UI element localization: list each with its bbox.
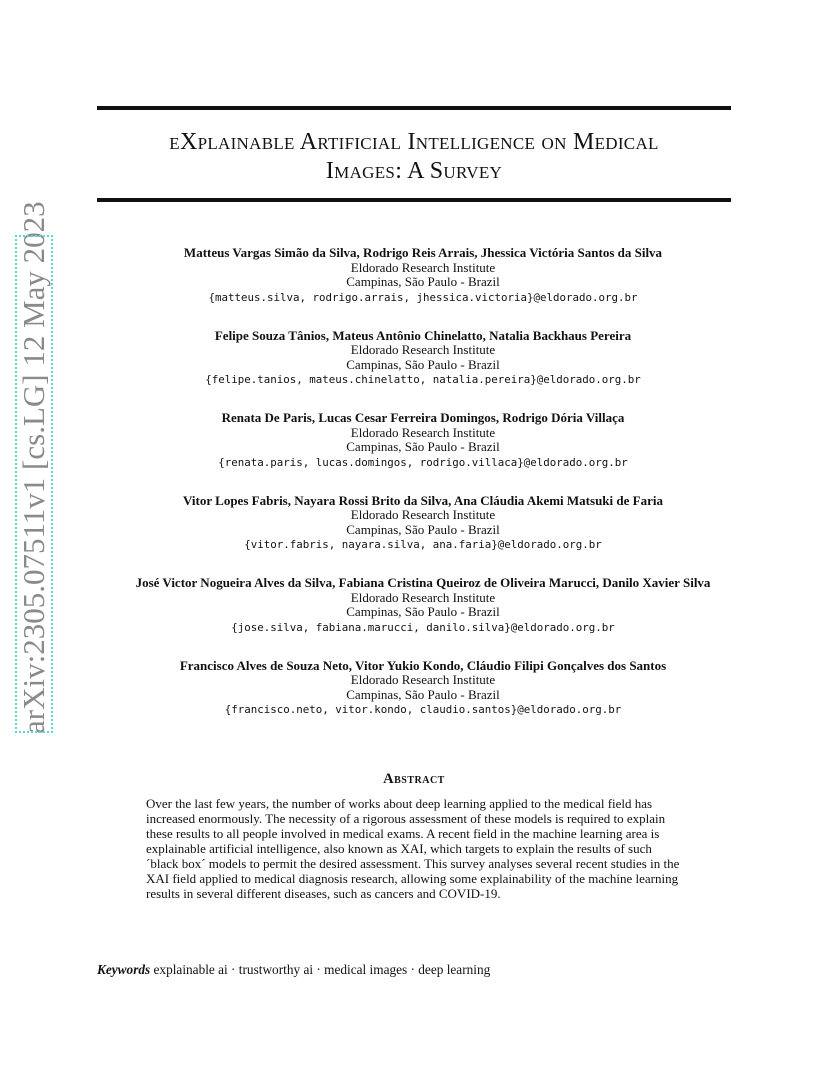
author-group — [60, 494, 786, 553]
author-names: Felipe Souza Tânios, Mateus Antônio Chinelatto, Natalia Backhaus Pereira — [214, 327, 632, 343]
author-emails: {renata.paris, lucas.domingos, rodrigo.villaca}@eldorado.org.br — [218, 455, 628, 469]
author-names: José Victor Nogueira Alves da Silva, Fabiana Cristina Queiroz de Oliveira Marucci, Danilo Xavier Silva — [135, 575, 711, 590]
author-emails: {vitor.fabris, nayara.silva, ana.faria}@eldorado.org.br — [244, 538, 602, 551]
author-location: Campinas, São Paulo - Brazil — [346, 604, 500, 619]
author-institute: Eldorado Research Institute — [350, 507, 496, 522]
author-institute: Eldorado Research Institute — [350, 259, 496, 275]
author-names: Vitor Lopes Fabris, Nayara Rossi Brito da Silva, Ana Cláudia Akemi Matsuki de Faria — [183, 492, 663, 508]
arxiv-stamp[interactable]: arXiv:2305.07511v1 [cs.LG] 12 May 2023 — [14, 234, 54, 734]
author-emails: {jose.silva, fabiana.marucci, danilo.silva}@eldorado.org.br — [231, 620, 615, 634]
keywords-line — [97, 962, 490, 978]
abstract-heading: Abstract — [383, 771, 445, 787]
title-line-1: eXplainable Artificial Intelligence on Medical — [169, 129, 659, 155]
author-emails: {felipe.tanios, mateus.chinelatto, natalia.pereira}@eldorado.org.br — [205, 373, 641, 386]
title-line-2: Images: A Survey — [325, 158, 503, 184]
author-group — [60, 576, 786, 635]
author-institute: Eldorado Research Institute — [350, 342, 496, 357]
author-location: Campinas, São Paulo - Brazil — [346, 439, 500, 454]
author-group — [60, 659, 786, 718]
author-institute: Eldorado Research Institute — [350, 424, 496, 440]
author-location: Campinas, São Paulo - Brazil — [346, 521, 500, 537]
author-location: Campinas, São Paulo - Brazil — [346, 274, 500, 289]
keywords-label: Keywords — [97, 962, 151, 977]
abstract-text: Over the last few years, the number of works about deep learning applied to the medical field has increased enormously. The necessity of a rigorous assessment of these models is required to explain these results to all people involved in medical exams. A recent field in the machine learning area is explainable artificial intelligence, also known as XAI, which targets to explain the results of such ´black box´ models to permit the desired assessment. This survey analyses several recent studies in the XAI field applied to medical diagnosis research, allowing some explainability of the machine learning results in several different diseases, such as cancers and COVID-19. — [146, 796, 680, 901]
author-emails: {francisco.neto, vitor.kondo, claudio.santos}@eldorado.org.br — [224, 703, 622, 716]
paper-title — [97, 128, 731, 186]
author-list — [60, 246, 786, 741]
author-emails: {matteus.silva, rodrigo.arrais, jhessica.victoria}@eldorado.org.br — [208, 290, 638, 304]
author-institute: Eldorado Research Institute — [350, 589, 496, 605]
author-names: Renata De Paris, Lucas Cesar Ferreira Domingos, Rodrigo Dória Villaça — [221, 410, 625, 425]
author-institute: Eldorado Research Institute — [350, 672, 496, 687]
author-group — [60, 329, 786, 388]
author-group — [60, 411, 786, 470]
keywords-text: explainable ai · trustworthy ai · medical images · deep learning — [153, 962, 491, 977]
author-location: Campinas, São Paulo - Brazil — [346, 686, 500, 702]
author-location: Campinas, São Paulo - Brazil — [346, 356, 500, 372]
author-names: Matteus Vargas Simão da Silva, Rodrigo Reis Arrais, Jhessica Victória Santos da Silva — [183, 245, 663, 260]
title-rule-bottom — [97, 198, 731, 202]
title-rule-top — [97, 106, 731, 110]
author-group — [60, 246, 786, 305]
author-names: Francisco Alves de Souza Neto, Vitor Yukio Kondo, Cláudio Filipi Gonçalves dos Santos — [179, 657, 667, 673]
